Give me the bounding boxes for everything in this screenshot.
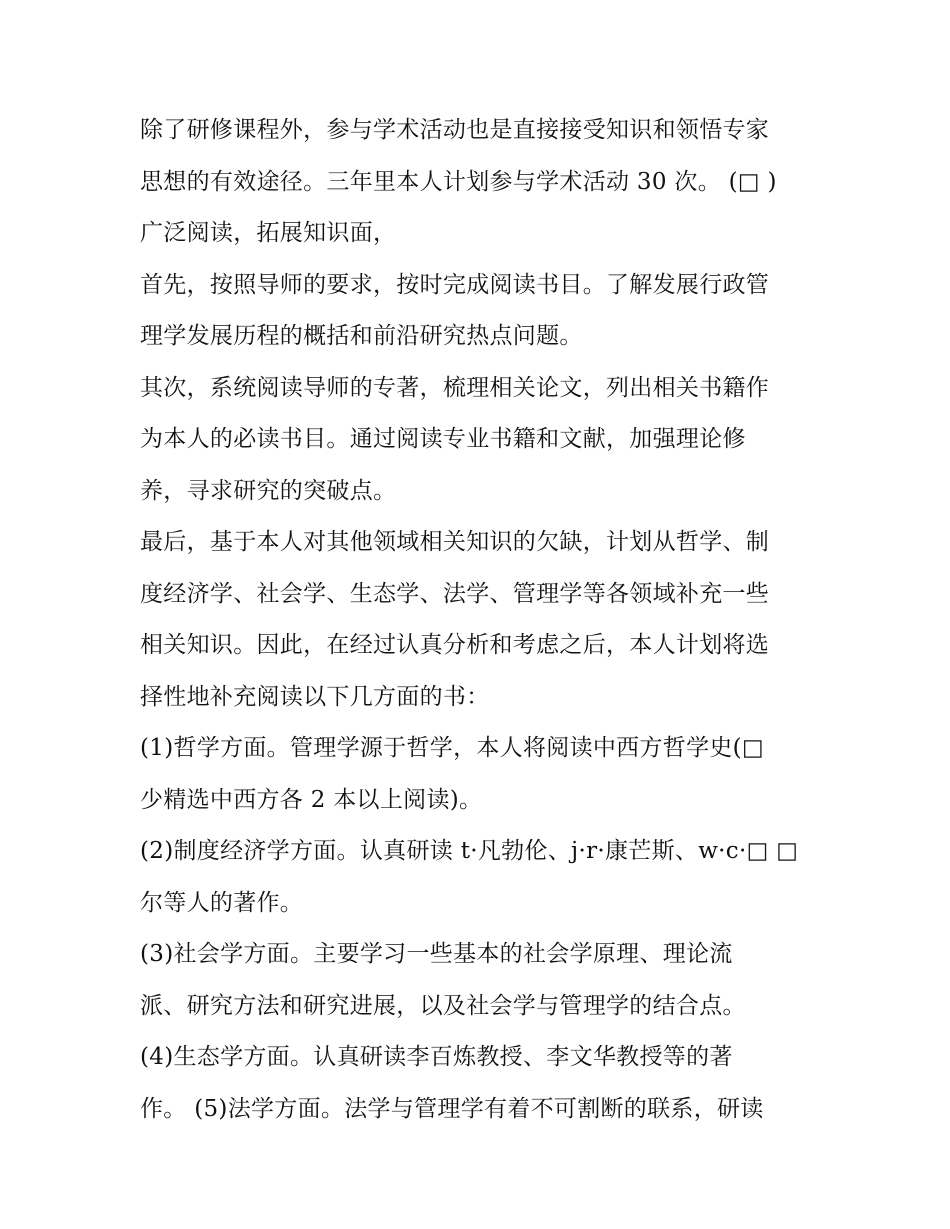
text-line: 除了研修课程外，参与学术活动也是直接接受知识和领悟专家 [140,117,770,143]
text-line: 尔等人的著作。 [140,889,304,916]
text-line: 养，寻求研究的突破点。 [140,477,397,504]
text-line: 广泛阅读，拓展知识面， [140,220,397,246]
text-line: (1)哲学方面。管理学源于哲学，本人将阅读中西方哲学史(□ [140,735,764,761]
text-line: 作。 (5)法学方面。法学与管理学有着不可割断的联系，研读 [140,1095,764,1122]
text-line: 其次，系统阅读导师的专著，梳理相关论文，列出相关书籍作 [140,374,770,401]
text-line: (4)生态学方面。认真研读李百炼教授、李文华教授等的著 [140,1044,733,1070]
text-line: 派、研究方法和研究进展，以及社会学与管理学的结合点。 [140,992,746,1019]
text-line: 少精选中西方各 2 本以上阅读)。 [140,786,483,813]
text-line: 择性地补充阅读以下几方面的书： [140,683,490,710]
text-line: 度经济学、社会学、生态学、法学、管理学等各领域补充一些 [140,580,770,607]
text-line: 最后，基于本人对其他领域相关知识的欠缺，计划从哲学、制 [140,529,770,555]
text-line: (2)制度经济学方面。认真研读 t·凡勃伦、j·r·康芒斯、w·c·□ □ [140,838,799,864]
text-line: 思想的有效途径。三年里本人计划参与学术活动 30 次。 (□ ) [140,168,777,195]
text-line: 为本人的必读书目。通过阅读专业书籍和文献，加强理论修 [140,426,746,452]
text-line: (3)社会学方面。主要学习一些基本的社会学原理、理论流 [140,941,733,967]
text-line: 理学发展历程的概括和前沿研究热点问题。 [140,323,583,349]
body-text [140,110,830,1140]
text-line: 相关知识。因此，在经过认真分析和考虑之后，本人计划将选 [140,632,770,658]
text-line: 首先，按照导师的要求，按时完成阅读书目。了解发展行政管 [140,271,770,298]
